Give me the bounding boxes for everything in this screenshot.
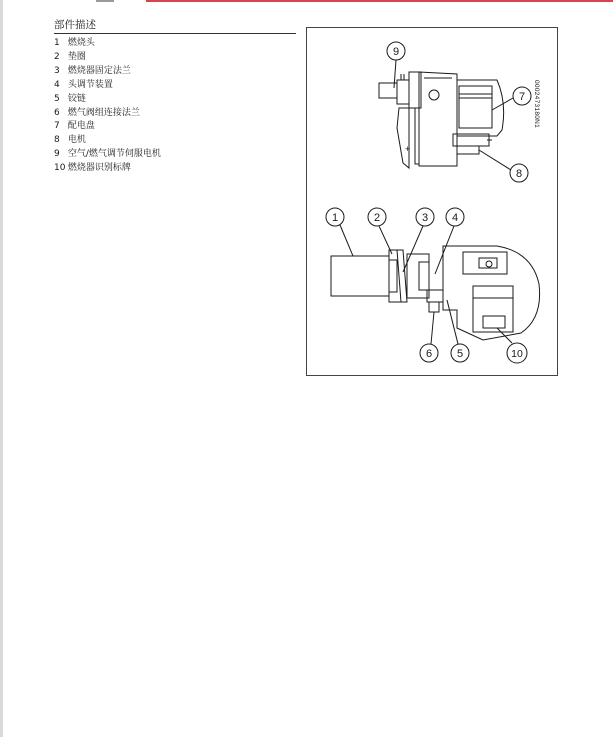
legend-item: 6 燃气阀组连接法兰	[54, 107, 140, 118]
legend-item: 4 头调节装置	[54, 79, 113, 90]
legend-item: 8 电机	[54, 135, 86, 146]
callout-10: 10	[511, 348, 523, 360]
callout-8: 8	[515, 168, 523, 180]
legend-item: 3 燃烧器固定法兰	[54, 65, 131, 76]
legend-item: 2 垫圈	[54, 51, 86, 62]
burner-top-view	[331, 246, 540, 340]
header-mark	[96, 0, 114, 2]
callout-6: 6	[425, 348, 433, 360]
callout-7: 7	[518, 91, 526, 103]
figure-code: 0002473180N1	[533, 80, 540, 129]
svg-text:+: +	[405, 144, 411, 154]
legend-item: 9 空气/燃气调节伺服电机	[54, 149, 161, 160]
legend-item: 5 铰链	[54, 93, 86, 104]
section-title: 部件描述	[54, 18, 296, 34]
callout-4: 4	[451, 212, 459, 224]
legend-item: 10 燃烧器识别标牌	[54, 163, 131, 174]
page-edge	[0, 0, 3, 737]
callout-3: 3	[421, 212, 429, 224]
callout-1: 1	[331, 212, 339, 224]
callout-9: 9	[392, 46, 400, 58]
component-legend	[54, 37, 161, 176]
legend-item: 7 配电盘	[54, 121, 95, 132]
burner-figure	[306, 27, 558, 376]
callout-2: 2	[373, 212, 381, 224]
legend-item: 1 燃烧头	[54, 38, 95, 48]
callout-5: 5	[456, 348, 464, 360]
header-rule	[146, 0, 613, 2]
